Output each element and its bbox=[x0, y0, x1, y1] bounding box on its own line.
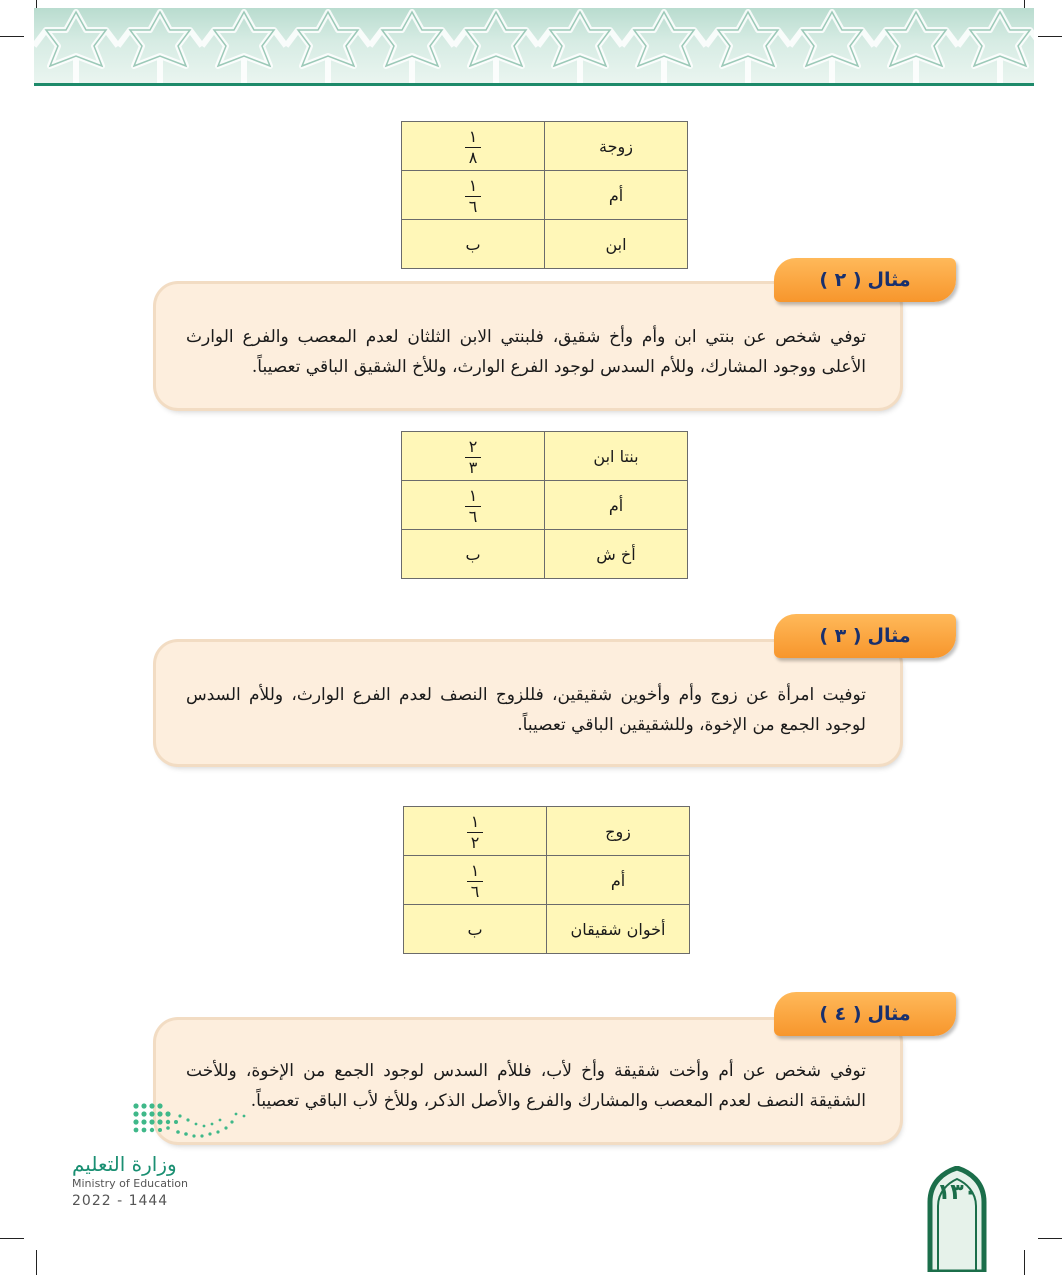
example-text: توفي شخص عن أم وأخت شقيقة وأخ لأب، فللأم السدس لوجود الجمع من الإخوة، وللأخت الشقيقة النصف لعدم المعصب والمشارك والفرع والأصل الذكر، وللأخ لأب الباقي تعصيباً. bbox=[186, 1061, 866, 1111]
example-tab-4 bbox=[774, 992, 956, 1036]
fraction-denominator: ٦ bbox=[465, 196, 482, 215]
table-row bbox=[402, 432, 688, 481]
fraction bbox=[465, 485, 482, 526]
fraction-numerator: ١ bbox=[470, 860, 480, 880]
example-number: ( ٢ ) bbox=[819, 269, 862, 291]
fraction-denominator: ٦ bbox=[465, 506, 482, 525]
crop-mark bbox=[1038, 36, 1062, 37]
heirs-table-3 bbox=[403, 806, 690, 954]
fraction-denominator: ٨ bbox=[465, 147, 482, 166]
heir-cell: ابن bbox=[545, 220, 688, 269]
fraction bbox=[465, 175, 482, 216]
heir-cell: أخ ش bbox=[545, 530, 688, 579]
table-row bbox=[402, 481, 688, 530]
page-number: ١٣٠ bbox=[936, 1180, 978, 1205]
share-cell: ب bbox=[404, 905, 547, 954]
table-row bbox=[404, 856, 690, 905]
heir-cell: أم bbox=[547, 856, 690, 905]
example-box-3 bbox=[156, 642, 900, 764]
heirs-table-1 bbox=[401, 121, 688, 269]
example-label: مثال bbox=[867, 269, 911, 291]
fraction bbox=[465, 436, 482, 477]
heir-cell: بنتا ابن bbox=[545, 432, 688, 481]
share-cell bbox=[404, 807, 547, 856]
fraction-denominator: ٣ bbox=[465, 457, 482, 476]
heir-cell: أم bbox=[545, 481, 688, 530]
fraction-denominator: ٦ bbox=[467, 881, 484, 900]
fraction-numerator: ١ bbox=[468, 485, 478, 505]
fraction bbox=[467, 860, 484, 901]
share-cell bbox=[402, 432, 545, 481]
heir-cell: زوجة bbox=[545, 122, 688, 171]
table-row bbox=[402, 220, 688, 269]
fraction-numerator: ١ bbox=[470, 811, 480, 831]
heirs-table-2 bbox=[401, 431, 688, 579]
heir-cell: زوج bbox=[547, 807, 690, 856]
table-row bbox=[404, 905, 690, 954]
example-text: توفي شخص عن بنتي ابن وأم وأخ شقيق، فلبنتي الابن الثلثان لعدم المعصب والفرع الوارث الأعلى ووجود المشارك، وللأم السدس لوجود الفرع الوارث، وللأخ الشقيق الباقي تعصيباً. bbox=[186, 327, 866, 377]
share-cell bbox=[402, 171, 545, 220]
share-cell: ب bbox=[402, 530, 545, 579]
table-row bbox=[402, 530, 688, 579]
example-box-2 bbox=[156, 284, 900, 408]
share-cell: ب bbox=[402, 220, 545, 269]
fraction-numerator: ١ bbox=[468, 175, 478, 195]
example-number: ( ٣ ) bbox=[819, 625, 862, 647]
example-tab-2 bbox=[774, 258, 956, 302]
ministry-name-ar: وزارة التعليم bbox=[72, 1152, 177, 1176]
fraction-numerator: ١ bbox=[468, 126, 478, 146]
crop-mark bbox=[0, 1238, 24, 1239]
example-number: ( ٤ ) bbox=[819, 1003, 862, 1025]
share-cell bbox=[402, 481, 545, 530]
crop-mark bbox=[1038, 1238, 1062, 1239]
crop-mark bbox=[1024, 1250, 1025, 1275]
example-label: مثال bbox=[867, 1003, 911, 1025]
share-cell bbox=[404, 856, 547, 905]
heir-cell: أخوان شقيقان bbox=[547, 905, 690, 954]
ministry-year: 2022 - 1444 bbox=[72, 1193, 169, 1209]
fraction-denominator: ٢ bbox=[467, 832, 484, 851]
fraction bbox=[467, 811, 484, 852]
fraction bbox=[465, 126, 482, 167]
fraction-numerator: ٢ bbox=[468, 436, 478, 456]
header-pattern bbox=[34, 8, 1034, 84]
header-divider bbox=[34, 83, 1034, 86]
crop-mark bbox=[36, 1250, 37, 1275]
table-row bbox=[402, 122, 688, 171]
heir-cell: أم bbox=[545, 171, 688, 220]
crop-mark bbox=[0, 36, 24, 37]
table-row bbox=[402, 171, 688, 220]
example-label: مثال bbox=[867, 625, 911, 647]
ministry-logo-icon bbox=[70, 1098, 270, 1158]
share-cell bbox=[402, 122, 545, 171]
table-row bbox=[404, 807, 690, 856]
ministry-name-en: Ministry of Education bbox=[72, 1177, 189, 1190]
example-text: توفيت امرأة عن زوج وأم وأخوين شقيقين، فللزوج النصف لعدم الفرع الوارث، وللأم السدس لوجود الجمع من الإخوة، وللشقيقين الباقي تعصيباً. bbox=[186, 685, 866, 735]
example-tab-3 bbox=[774, 614, 956, 658]
